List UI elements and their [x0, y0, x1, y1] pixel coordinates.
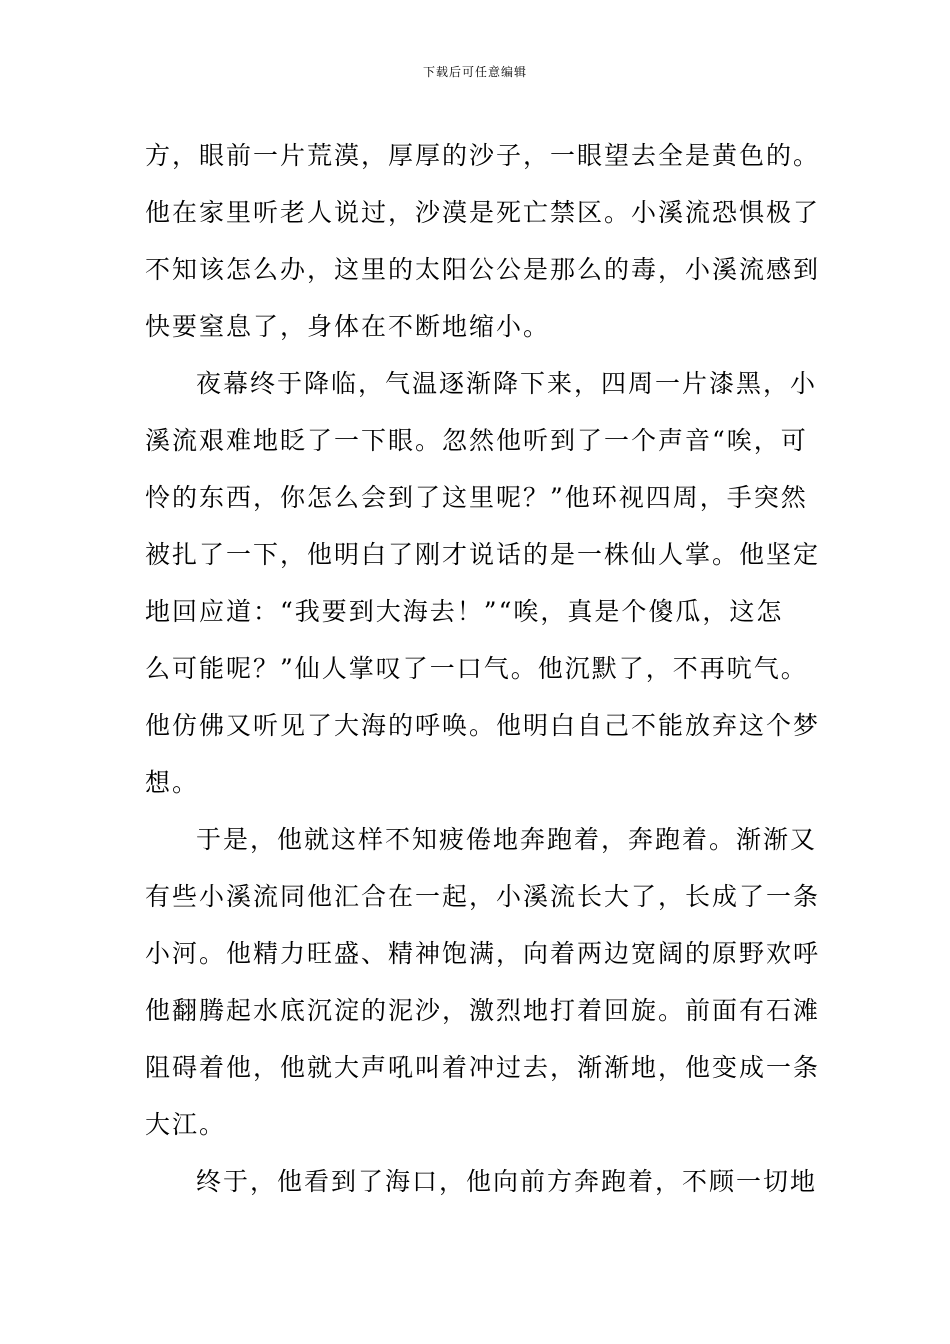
text-line-paragraph-start: 夜幕终于降临，气温逐渐降下来，四周一片漆黑，小 — [196, 369, 818, 398]
text-line: 小河。他精力旺盛、精神饱满，向着两边宽阔的原野欢呼 — [145, 939, 821, 968]
text-line: 他翻腾起水底沉淀的泥沙，激烈地打着回旋。前面有石滩 — [145, 996, 821, 1025]
page-header: 下载后可任意编辑 — [422, 65, 527, 79]
text-line: 怜的东西，你怎么会到了这里呢？”他环视四周，手突然 — [145, 483, 808, 512]
text-line-paragraph-start: 于是，他就这样不知疲倦地奔跑着，奔跑着。渐渐又 — [196, 825, 818, 854]
text-line: 么可能呢？”仙人掌叹了一口气。他沉默了，不再吭气。 — [145, 654, 808, 683]
text-line: 想。 — [145, 768, 200, 797]
text-line: 被扎了一下，他明白了刚才说话的是一株仙人掌。他坚定 — [145, 540, 821, 569]
text-line: 溪流艰难地眨了一下眼。忽然他听到了一个声音“唉，可 — [145, 426, 808, 455]
text-line: 不知该怎么办，这里的太阳公公是那么的毒，小溪流感到 — [145, 255, 821, 284]
text-line: 大江。 — [145, 1110, 227, 1139]
document-body — [145, 127, 821, 1210]
text-line: 快要窒息了，身体在不断地缩小。 — [145, 312, 551, 341]
text-line: 阻碍着他，他就大声吼叫着冲过去，渐渐地，他变成一条 — [145, 1053, 821, 1082]
text-line: 他在家里听老人说过，沙漠是死亡禁区。小溪流恐惧极了 — [145, 198, 821, 227]
text-line: 有些小溪流同他汇合在一起，小溪流长大了，长成了一条 — [145, 882, 821, 911]
text-line: 方，眼前一片荒漠，厚厚的沙子，一眼望去全是黄色的。 — [145, 141, 821, 170]
text-line: 地回应道：“我要到大海去！”“唉，真是个傻瓜，这怎 — [145, 597, 784, 626]
text-line-paragraph-start: 终于，他看到了海口，他向前方奔跑着，不顾一切地 — [196, 1167, 818, 1196]
text-line: 他仿佛又听见了大海的呼唤。他明白自己不能放弃这个梦 — [145, 711, 821, 740]
